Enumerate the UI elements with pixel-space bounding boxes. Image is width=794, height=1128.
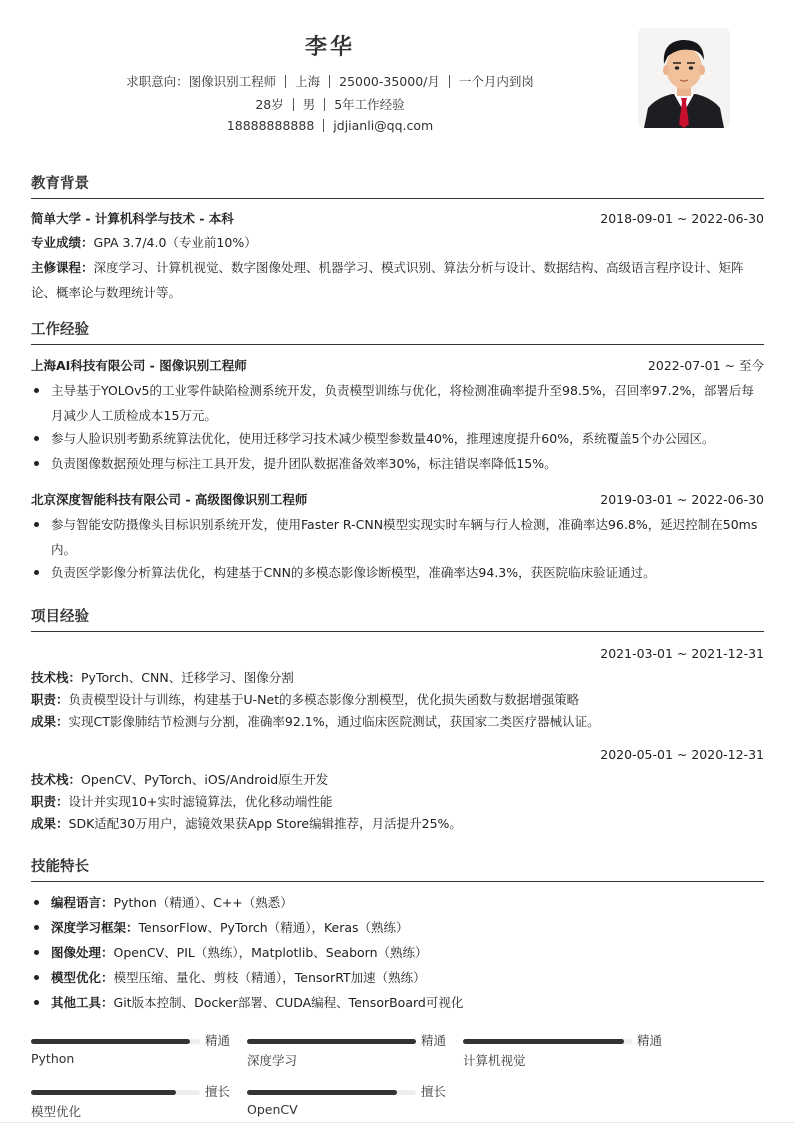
gpa-value: GPA 3.7/4.0（专业前10%）	[93, 235, 257, 250]
project-result	[31, 713, 764, 731]
gpa-label: 专业成绩：	[31, 235, 94, 250]
section-title-projects: 项目经验	[31, 609, 89, 625]
project-stack	[31, 771, 764, 789]
result-value: SDK适配30万用户，滤镜效果获App Store编辑推荐，月活提升25%。	[68, 816, 462, 831]
age: 28岁	[255, 97, 284, 112]
skill-bar-deep-learning	[247, 1033, 447, 1077]
job-header	[31, 357, 764, 375]
section-title-skills: 技能特长	[31, 859, 89, 875]
skill-level: 精通	[205, 1033, 231, 1048]
skill-level: 精通	[637, 1033, 663, 1048]
skill-value: Python（精通）、C++（熟悉）	[113, 895, 293, 910]
duty-label: 职责：	[31, 794, 69, 809]
skill-value: Git版本控制、Docker部署、CUDA编程、TensorBoard可视化	[113, 995, 464, 1010]
courses-label: 主修课程：	[31, 260, 94, 275]
project-stack	[31, 669, 764, 687]
skill-label: 模型优化：	[51, 970, 114, 985]
experience-years: 5年工作经验	[334, 97, 405, 112]
job-bullet: 参与智能安防摄像头目标识别系统开发，使用Faster R-CNN模型实现实时车辆与行人检测，准确率达96.8%，延迟控制在50ms内。	[31, 512, 764, 562]
skill-level: 精通	[421, 1033, 447, 1048]
skill-level: 擅长	[205, 1084, 231, 1099]
skill-bar-python	[31, 1033, 231, 1077]
section-divider	[31, 881, 764, 882]
section-divider	[31, 198, 764, 199]
skill-name: 深度学习	[247, 1053, 298, 1068]
duty-value: 设计并实现10+实时滤镜算法，优化移动端性能	[68, 794, 333, 809]
project-duty	[31, 691, 764, 709]
education-entry-header	[31, 210, 764, 228]
projects-section	[31, 605, 764, 840]
skill-name: 计算机视觉	[463, 1053, 526, 1068]
city: 上海	[295, 74, 321, 89]
email[interactable]: jdjianli@qq.com	[333, 118, 434, 133]
job-date: 2022-07-01 ~ 至今	[647, 358, 764, 373]
skill-item	[31, 990, 764, 1015]
skill-item	[31, 915, 764, 940]
divider	[323, 119, 324, 132]
skill-name: 模型优化	[31, 1104, 82, 1119]
project-result	[31, 815, 764, 833]
skill-bar-fill	[247, 1039, 416, 1044]
job-company-title: 北京深度智能科技有限公司 - 高级图像识别工程师	[31, 492, 308, 507]
candidate-name: 李华	[304, 35, 355, 60]
skills-section	[31, 855, 764, 1123]
skill-bar-fill	[463, 1039, 624, 1044]
project-date: 2020-05-01 ~ 2020-12-31	[600, 747, 764, 762]
project-date: 2021-03-01 ~ 2021-12-31	[600, 646, 764, 661]
result-label: 成果：	[31, 714, 69, 729]
skill-level: 擅长	[421, 1084, 447, 1099]
skill-bar-computer-vision	[463, 1033, 663, 1077]
contact-line	[0, 118, 660, 133]
gpa-line	[31, 230, 764, 255]
job-company-title: 上海AI科技有限公司 - 图像识别工程师	[31, 358, 247, 373]
skill-bar-track	[463, 1039, 632, 1044]
stack-value: PyTorch、CNN、迁移学习、图像分割	[81, 670, 294, 685]
job-intent-line	[0, 72, 660, 90]
job-header	[31, 491, 764, 509]
courses-value: 深度学习、计算机视觉、数字图像处理、机器学习、模式识别、算法分析与设计、数据结构、高级语言程序设计、矩阵论、概率论与数理统计等。	[31, 260, 744, 300]
skill-label: 其他工具：	[51, 995, 114, 1010]
school-degree: 简单大学 - 计算机科学与技术 - 本科	[31, 211, 234, 226]
divider	[324, 98, 325, 111]
skill-item	[31, 890, 764, 915]
skill-bar-track	[247, 1090, 416, 1095]
skill-label: 编程语言：	[51, 895, 114, 910]
stack-label: 技术栈：	[31, 670, 82, 685]
result-value: 实现CT影像肺结节检测与分割，准确率92.1%，通过临床医院测试，获国家二类医疗器械认证。	[68, 714, 600, 729]
skill-item	[31, 965, 764, 990]
skill-bar-fill	[31, 1039, 190, 1044]
job-date: 2019-03-01 ~ 2022-06-30	[600, 492, 764, 507]
section-title-education: 教育背景	[31, 176, 89, 192]
avatar	[638, 28, 730, 128]
skill-label: 深度学习框架：	[51, 920, 139, 935]
courses-line	[31, 255, 764, 305]
section-divider	[31, 344, 764, 345]
skill-bar-track	[31, 1090, 200, 1095]
skill-bar-fill	[247, 1090, 397, 1095]
project-duty	[31, 793, 764, 811]
personal-info-line	[0, 95, 660, 113]
resume-header	[0, 28, 794, 138]
divider	[449, 75, 450, 88]
skill-item	[31, 940, 764, 965]
section-divider	[31, 631, 764, 632]
stack-label: 技术栈：	[31, 772, 82, 787]
education-date: 2018-09-01 ~ 2022-06-30	[600, 211, 764, 226]
divider	[293, 98, 294, 111]
job-bullet: 负责图像数据预处理与标注工具开发，提升团队数据准备效率30%，标注错误率降低15%。	[31, 451, 764, 476]
skill-value: 模型压缩、量化、剪枝（精通），TensorRT加速（熟练）	[113, 970, 426, 985]
availability: 一个月内到岗	[458, 74, 534, 89]
divider	[285, 75, 286, 88]
result-label: 成果：	[31, 816, 69, 831]
skill-value: TensorFlow、PyTorch（精通），Keras（熟练）	[138, 920, 409, 935]
job-intent: 求职意向：图像识别工程师	[126, 74, 277, 89]
job-bullet: 负责医学影像分析算法优化，构建基于CNN的多模态影像诊断模型，准确率达94.3%，获医院临床验证通过。	[31, 560, 764, 585]
duty-label: 职责：	[31, 692, 69, 707]
gender: 男	[302, 97, 316, 112]
job-bullet: 主导基于YOLOv5的工业零件缺陷检测系统开发，负责模型训练与优化，将检测准确率提升至98.5%，召回率97.2%，部署后每月减少人工质检成本15万元。	[31, 378, 764, 428]
skill-bar-track	[247, 1039, 416, 1044]
skill-bar-track	[31, 1039, 200, 1044]
salary: 25000-35000/月	[339, 74, 440, 89]
skill-name: Python	[31, 1051, 75, 1066]
job-bullet: 参与人脸识别考勤系统算法优化，使用迁移学习技术减少模型参数量40%，推理速度提升60%，系统覆盖5个办公园区。	[31, 426, 764, 451]
work-section	[31, 318, 764, 588]
skill-name: OpenCV	[247, 1102, 298, 1117]
divider	[329, 75, 330, 88]
avatar-portrait-icon	[638, 28, 730, 128]
skill-label: 图像处理：	[51, 945, 114, 960]
skill-bar-fill	[31, 1090, 176, 1095]
skill-value: OpenCV、PIL（熟练），Matplotlib、Seaborn（熟练）	[113, 945, 428, 960]
phone: 18888888888	[226, 118, 315, 133]
education-section	[31, 172, 764, 302]
duty-value: 负责模型设计与训练，构建基于U-Net的多模态影像分割模型，优化损失函数与数据增强策略	[68, 692, 580, 707]
section-title-work: 工作经验	[31, 322, 89, 338]
skill-bar-model-optimization	[31, 1084, 231, 1128]
skill-bar-opencv	[247, 1084, 447, 1128]
stack-value: OpenCV、PyTorch、iOS/Android原生开发	[81, 772, 329, 787]
